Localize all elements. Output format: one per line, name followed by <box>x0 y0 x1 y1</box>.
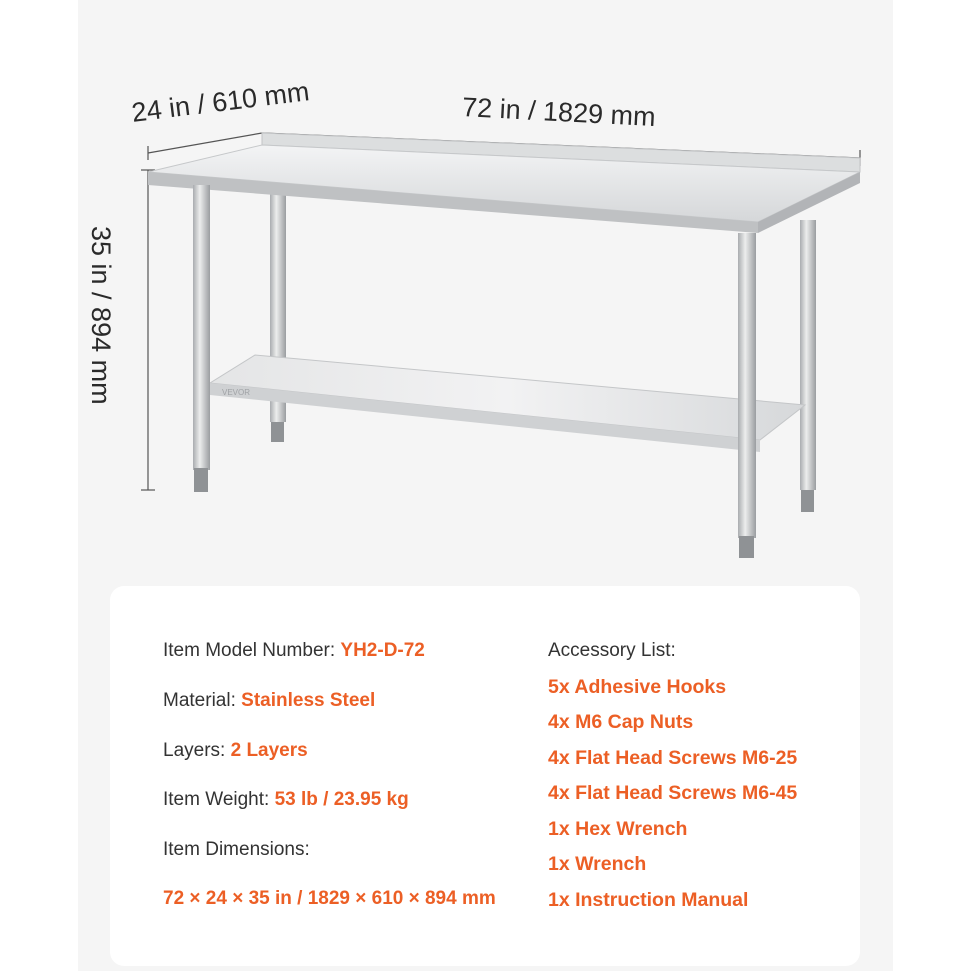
back-left-foot <box>271 422 284 442</box>
accessory-item: 1x Instruction Manual <box>548 889 749 911</box>
front-left-foot <box>194 468 208 492</box>
spec-material <box>163 690 375 712</box>
back-right-foot <box>801 490 814 512</box>
spec-material-label: Material: <box>163 690 242 711</box>
depth-dimension-label: 24 in / 610 mm <box>130 76 311 128</box>
brand-mark: VEVOR <box>222 388 251 397</box>
spec-card <box>110 586 860 966</box>
spec-model <box>163 640 425 662</box>
accessory-item: 4x Flat Head Screws M6-45 <box>548 782 798 804</box>
accessory-item: 5x Adhesive Hooks <box>548 676 727 698</box>
spec-dimensions-label: Item Dimensions: <box>163 839 310 860</box>
spec-layers-value: 2 Layers <box>230 740 308 761</box>
accessory-item: 1x Hex Wrench <box>548 818 688 840</box>
accessory-list-title: Accessory List: <box>548 640 676 661</box>
spec-weight <box>163 789 409 811</box>
spec-material-value: Stainless Steel <box>241 690 376 711</box>
spec-weight-label: Item Weight: <box>163 789 275 810</box>
spec-weight-value: 53 lb / 23.95 kg <box>274 789 409 810</box>
front-left-leg <box>193 185 210 470</box>
spec-model-label: Item Model Number: <box>163 640 341 661</box>
front-right-foot <box>739 536 754 558</box>
accessory-item: 4x Flat Head Screws M6-25 <box>548 747 798 769</box>
front-right-leg <box>738 233 756 538</box>
back-right-leg <box>800 220 816 490</box>
spec-layers <box>163 740 308 762</box>
spec-layers-label: Layers: <box>163 740 231 761</box>
dimension-line-height <box>141 170 155 490</box>
width-dimension-label: 72 in / 1829 mm <box>461 92 657 133</box>
spec-model-value: YH2-D-72 <box>340 640 425 661</box>
spec-dimensions-value: 72 × 24 × 35 in / 1829 × 610 × 894 mm <box>163 888 496 909</box>
height-dimension-label: 35 in / 894 mm <box>86 226 116 405</box>
accessory-item: 1x Wrench <box>548 853 647 875</box>
accessory-item: 4x M6 Cap Nuts <box>548 711 694 733</box>
